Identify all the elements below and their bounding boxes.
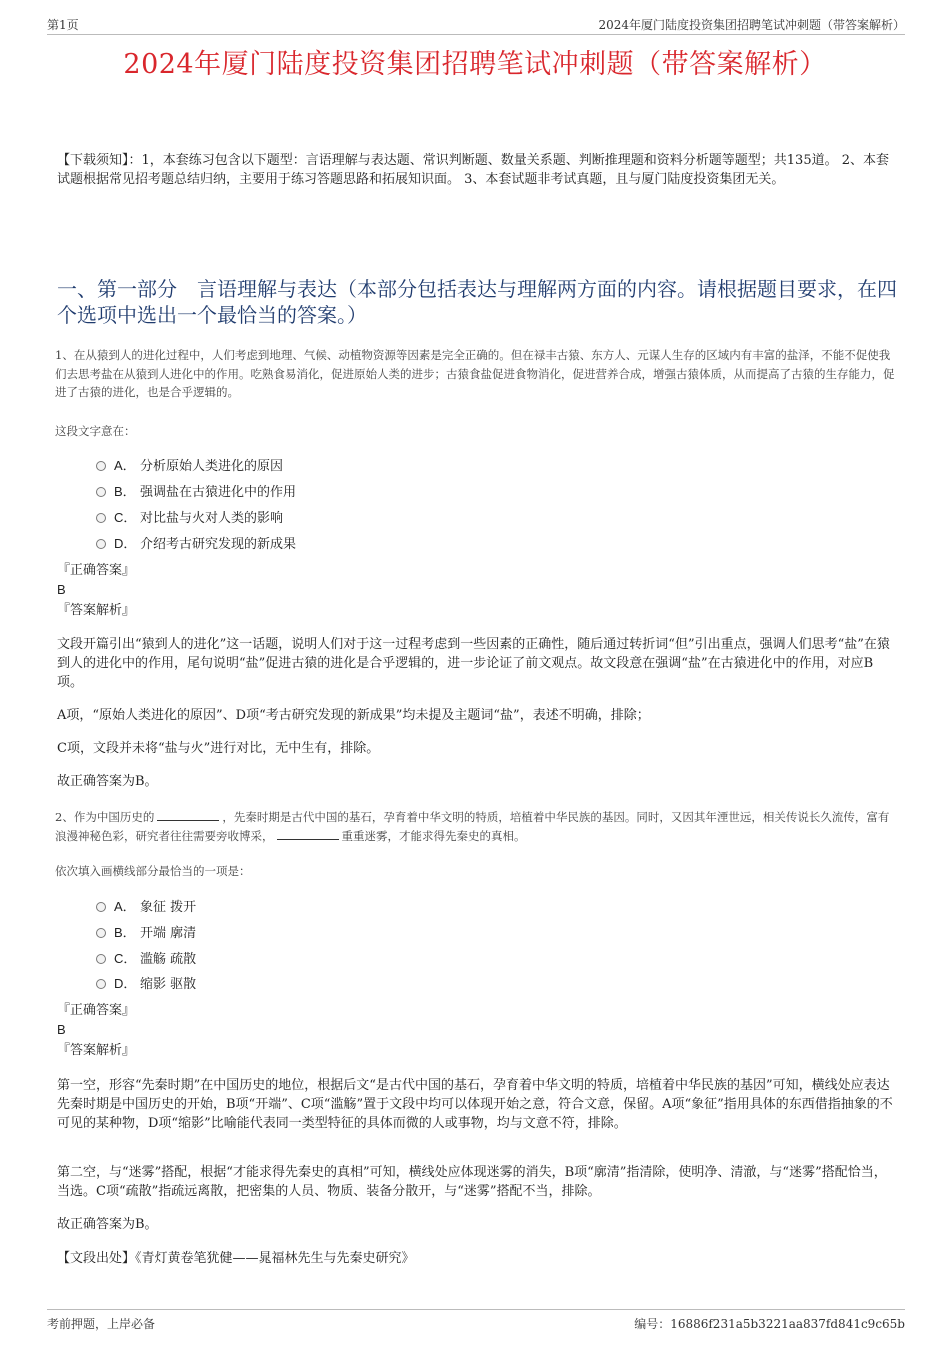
q2-answer-label: 『正确答案』 [57,1003,136,1018]
q1-analysis-4: 故正确答案为B。 [57,774,158,789]
q2-analysis-2: 第二空，与“迷雾”搭配，根据“才能求得先秦史的真相”可知，横线处应体现迷雾的消失，B项“廓清”指清除，使明净、清澈，与“迷雾”搭配恰当，当选。C项“疏散”指疏远离散，把密集的人员、物质、装备分散开，与“迷雾”搭配不当，排除。 [57,1165,887,1199]
q2-answer: B [57,1022,66,1037]
radio-icon[interactable] [96,954,106,964]
option-text: 分析原始人类进化的原因 [140,459,284,474]
q2-option-c[interactable] [96,949,196,969]
q1-stem: 1、在从猿到人的进化过程中，人们考虑到地理、气候、动植物资源等因素是完全正确的。但在禄丰古猿、东方人、元谋人生存的区域内有丰富的盐泽，不能不促使我们去思考盐在从猿到人进化中的作用。吃熟食易消化，促进原始人类的进步；古猿食盐促进食物消化，促进营养合成，增强古猿体质，从而提高了古猿的生存能力，促进了古猿的进化，也是合乎逻辑的。 [55,348,895,399]
blank-line [277,829,339,840]
q2-stem-part-a: 2、作为中国历史的 [55,810,155,824]
option-key: A． [114,899,136,914]
option-text: 缩影 驱散 [140,977,197,992]
q2-option-a[interactable] [96,897,196,917]
q1-answer-label: 『正确答案』 [57,563,136,578]
q2-prompt: 依次填入画横线部分最恰当的一项是： [55,864,251,878]
header-doc-title: 2024年厦门陆度投资集团招聘笔试冲刺题（带答案解析） [598,18,905,32]
q1-prompt: 这段文字意在： [55,424,136,438]
q2-stem-part-b: ，先秦时期是古代中国的基石，孕育着中华文明的特质，培植着中华民族的基因。同时，又因其年湮世远，相关传说长久流传，富有浪漫神秘色彩，研究者往往需要旁收博采， [55,810,890,843]
footer-slogan: 考前押题，上岸必备 [47,1317,156,1331]
footer-doc-id: 编号：16886f231a5b3221aa837fd841c9c65b [634,1317,905,1331]
option-text: 强调盐在古猿进化中的作用 [140,485,297,500]
q1-option-a[interactable] [96,456,283,476]
q2-analysis-3: 故正确答案为B。 [57,1217,158,1232]
radio-icon[interactable] [96,928,106,938]
radio-icon[interactable] [96,513,106,523]
q1-option-c[interactable] [96,508,283,528]
option-key: C． [114,510,137,525]
q1-analysis-label: 『答案解析』 [57,603,136,618]
page-footer [47,1309,905,1330]
option-text: 介绍考古研究发现的新成果 [140,537,297,552]
page-number: 第1页 [47,18,79,32]
q2-option-d[interactable] [96,974,196,994]
section-heading: 一、第一部分 言语理解与表达（本部分包括表达与理解两方面的内容。请根据题目要求，在四个选项中选出一个最恰当的答案。） [57,277,897,327]
option-key: C． [114,951,137,966]
q2-stem-part-c: 重重迷雾，才能求得先秦史的真相。 [341,828,526,843]
q1-analysis-1: 文段开篇引出“猿到人的进化”这一话题，说明人们对于这一过程考虑到一些因素的正确性，随后通过转折词“但”引出重点，强调人们思考“盐”在猿到人的进化中的作用，尾句说明“盐”促进古猿的进化是合乎逻辑的，进一步论证了前文观点。故文段意在强调“盐”在古猿进化中的作用，对应B项。 [57,637,890,690]
q2-source: 【文段出处】《青灯黄卷笔犹健——晁福林先生与先秦史研究》 [57,1251,415,1266]
document-title: 2024年厦门陆度投资集团招聘笔试冲刺题（带答案解析） [123,49,827,80]
option-text: 滥觞 疏散 [140,952,197,967]
page-header [47,14,905,35]
option-text: 对比盐与火对人类的影响 [140,511,284,526]
radio-icon[interactable] [96,487,106,497]
q1-answer: B [57,582,66,597]
download-note: 【下载须知】：1，本套练习包含以下题型：言语理解与表达题、常识判断题、数量关系题、判断推理题和资料分析题等题型；共135道。 2、本套试题根据常见招考题总结归纳，主要用于练习答题思路和拓展知识面。 3、本套试题非考试真题，且与厦门陆度投资集团无关。 [57,153,889,187]
option-key: B． [114,925,136,940]
radio-icon[interactable] [96,902,106,912]
q2-analysis-label: 『答案解析』 [57,1043,136,1058]
radio-icon[interactable] [96,539,106,549]
option-text: 开端 廓清 [140,926,197,941]
q2-option-b[interactable] [96,923,196,943]
q1-analysis-2: A项，“原始人类进化的原因”、D项“考古研究发现的新成果”均未提及主题词“盐”，表述不明确，排除； [57,708,650,723]
option-key: B． [114,484,136,499]
q1-analysis-3: C项，文段并未将“盐与火”进行对比，无中生有，排除。 [57,741,380,756]
option-key: D． [114,976,137,991]
q1-option-b[interactable] [96,482,296,502]
option-text: 象征 拨开 [140,900,197,915]
radio-icon[interactable] [96,461,106,471]
option-key: D． [114,536,137,551]
option-key: A． [114,458,136,473]
radio-icon[interactable] [96,979,106,989]
blank-line [157,810,219,821]
q2-analysis-1: 第一空，形容“先秦时期”在中国历史的地位，根据后文“是古代中国的基石，孕育着中华文明的特质，培植着中华民族的基因”可知，横线处应表达先秦时期是中国历史的开始，B项“开端”、C项“滥觞”置于文段中均可以体现开始之意，符合文意，保留。A项“象征”指用具体的东西借指抽象的不可见的某种物，D项“缩影”比喻能代表同一类型特征的具体而微的人或事物，均与文意不符，排除。 [57,1078,893,1131]
q2-stem [55,808,897,845]
q1-option-d[interactable] [96,534,296,554]
